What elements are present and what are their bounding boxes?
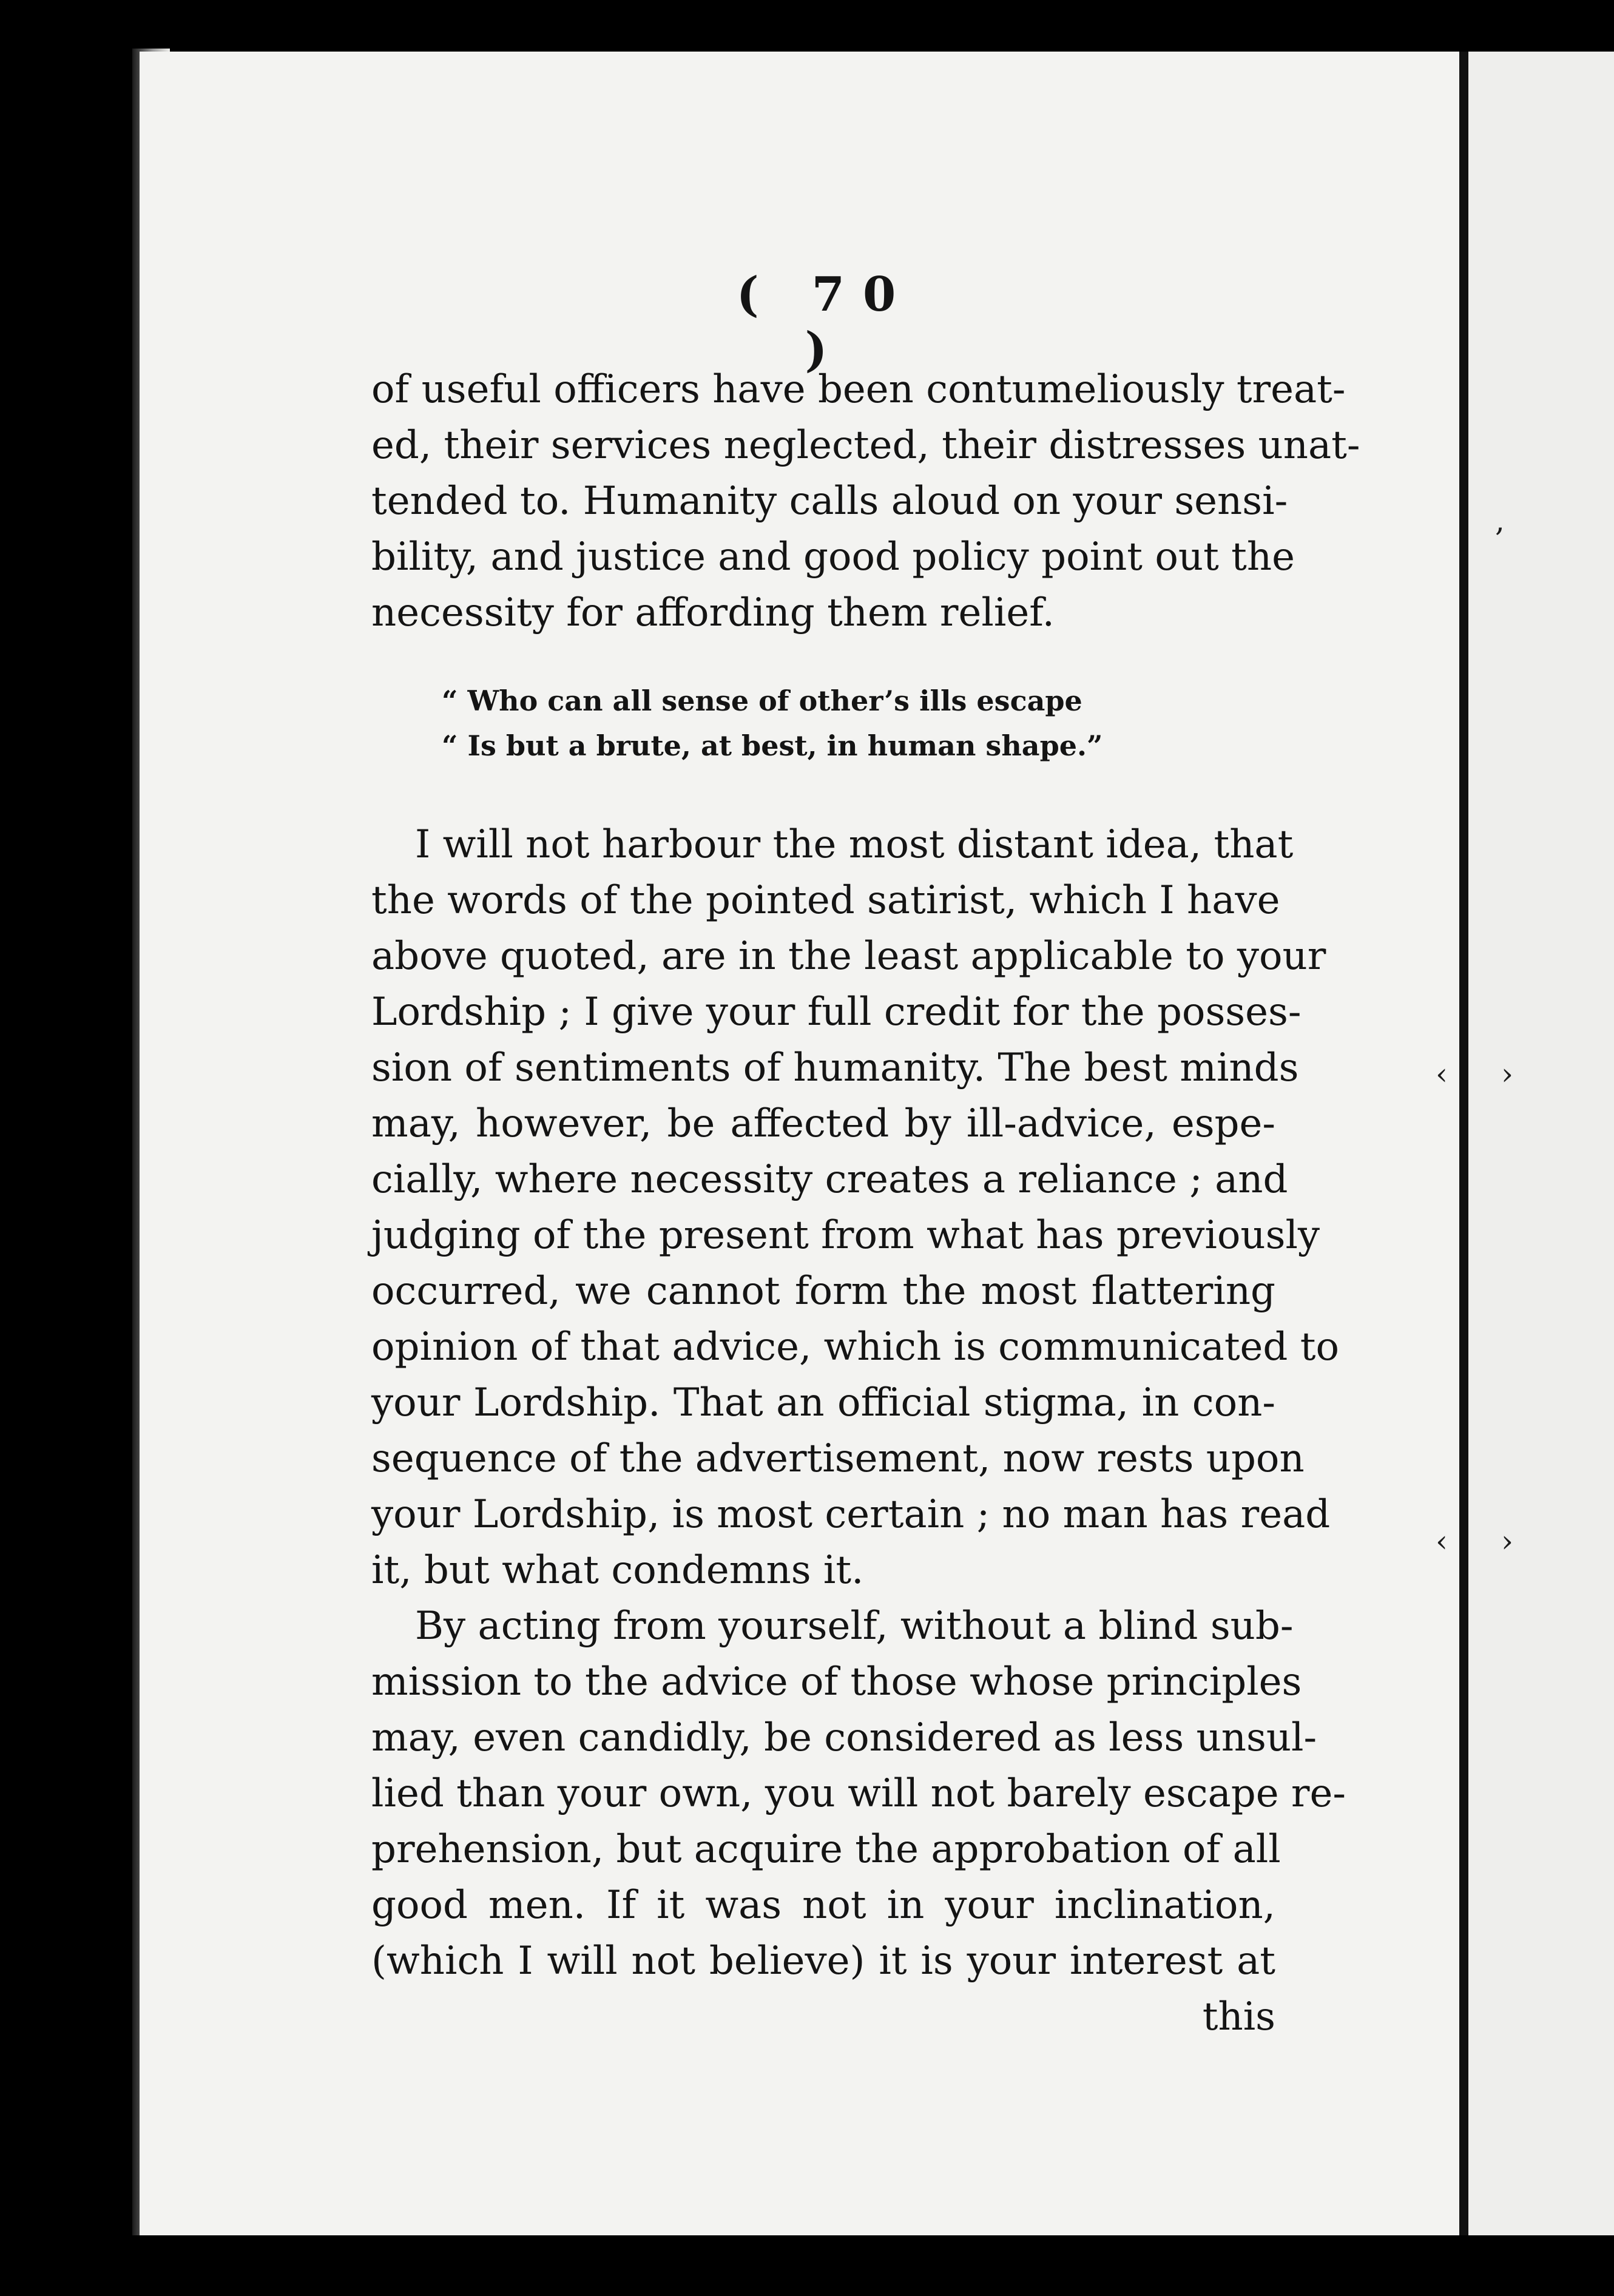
text-line: sequence of the advertisement, now rests upon	[371, 1436, 1305, 1481]
text-line: good men. If it was not in your inclination,	[371, 1883, 1275, 1928]
text-line: may, however, be affected by ill-advice, espe-	[371, 1101, 1275, 1146]
text-line: I will not harbour the most distant idea, that	[415, 822, 1294, 867]
text-line: may, even candidly, be considered as less unsul-	[371, 1715, 1317, 1760]
scan-border	[0, 2235, 1614, 2296]
text-line: above quoted, are in the least applicable to your	[371, 934, 1326, 979]
text-line: judging of the present from what has previously	[371, 1213, 1320, 1258]
text-line: (which I will not believe) it is your interest at	[371, 1939, 1275, 1984]
text-line: occurred, we cannot form the most flattering	[371, 1269, 1275, 1314]
text-line: the words of the pointed satirist, which I have	[371, 878, 1280, 923]
margin-mark: ›	[1501, 1524, 1513, 1559]
text-line: your Lordship, is most certain ; no man has read	[371, 1492, 1331, 1537]
text-line: mission to the advice of those whose principles	[371, 1660, 1302, 1704]
text-line: your Lordship. That an official stigma, in con-	[371, 1380, 1275, 1425]
facing-page-edge	[1436, 52, 1614, 2236]
text-line: opinion of that advice, which is communicated to	[371, 1325, 1339, 1369]
catchword: this	[1202, 1994, 1275, 2039]
margin-mark: ‹	[1436, 1056, 1448, 1092]
margin-mark: ,	[1495, 503, 1505, 538]
text-line: cially, where necessity creates a reliance ; and	[371, 1157, 1288, 1202]
text-line: Lordship ; I give your full credit for the posses-	[371, 990, 1302, 1035]
page-divider	[1459, 52, 1469, 2236]
text-line: it, but what condemns it.	[371, 1548, 864, 1593]
text-line: bility, and justice and good policy point out the	[371, 535, 1295, 579]
text-line: sion of sentiments of humanity. The best minds	[371, 1045, 1299, 1090]
text-line: tended to. Humanity calls aloud on your sensi-	[371, 479, 1288, 524]
quote-line: “ Is but a brute, at best, in human shape.”	[442, 729, 1103, 762]
quote-line: “ Who can all sense of other’s ills escape	[442, 684, 1082, 717]
page-number: ( 70 )	[736, 267, 914, 377]
text-line: By acting from yourself, without a blind sub-	[415, 1604, 1294, 1649]
text-line: lied than your own, you will not barely escape re-	[371, 1771, 1346, 1816]
text-line: ed, their services neglected, their distresses unat-	[371, 423, 1360, 468]
text-line: necessity for affording them relief.	[371, 590, 1055, 635]
text-line: prehension, but acquire the approbation of all	[371, 1827, 1281, 1872]
text-line: of useful officers have been contumeliously treat-	[371, 367, 1346, 412]
margin-mark: ›	[1501, 1056, 1513, 1092]
margin-mark: ‹	[1436, 1524, 1448, 1559]
